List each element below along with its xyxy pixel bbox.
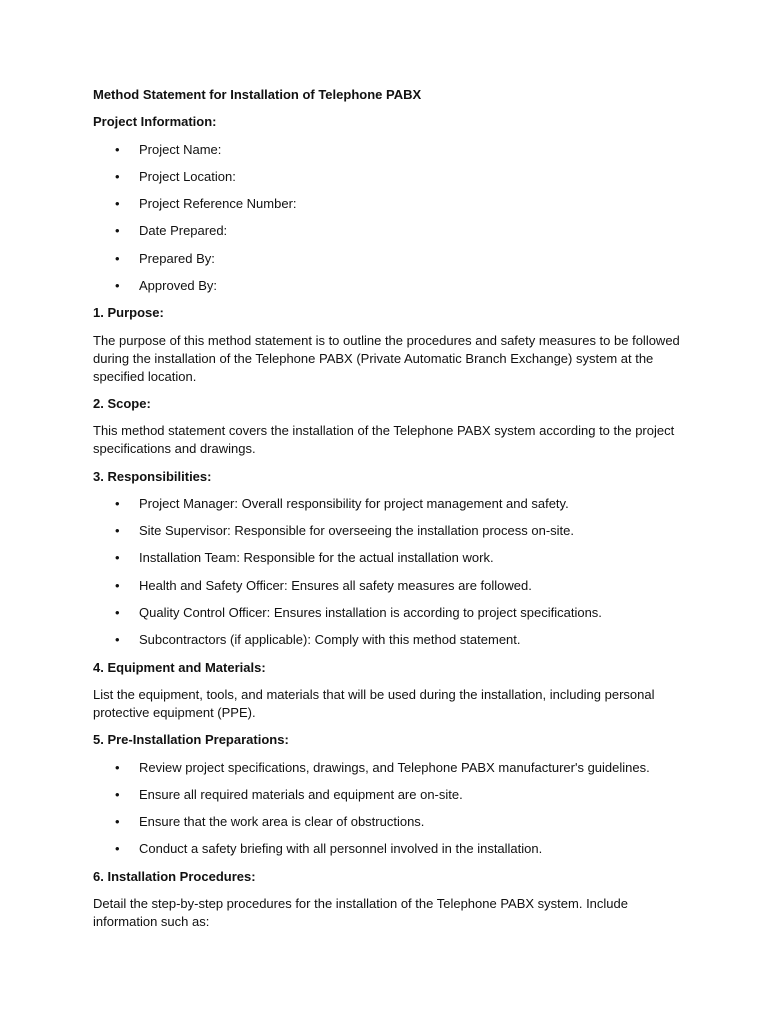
- list-item-text: Prepared By:: [139, 250, 215, 266]
- list-item: [93, 604, 683, 622]
- bullet-icon: •: [115, 223, 120, 239]
- equipment-heading: 4. Equipment and Materials:: [93, 659, 266, 675]
- bullet-icon: •: [115, 577, 120, 593]
- bullet-icon: •: [115, 196, 120, 212]
- bullet-icon: •: [115, 841, 120, 857]
- bullet-icon: •: [115, 278, 120, 294]
- bullet-icon: •: [115, 523, 120, 539]
- list-item-text: Date Prepared:: [139, 223, 228, 239]
- equipment-paragraph: List the equipment, tools, and materials that will be used during the installation, including personal protective equipment (PPE).: [93, 686, 655, 720]
- list-item: [93, 495, 683, 513]
- document-title: Method Statement for Installation of Telephone PABX: [93, 87, 422, 102]
- list-item: [93, 141, 683, 159]
- project-info-heading: Project Information:: [93, 114, 217, 130]
- bullet-icon: •: [115, 605, 120, 621]
- list-item: [93, 277, 683, 295]
- list-item: [93, 522, 683, 540]
- list-item-text: Project Location:: [139, 168, 236, 184]
- list-item: [93, 549, 683, 567]
- purpose-paragraph: The purpose of this method statement is to outline the procedures and safety measures to be followed during the installation of the Telephone PABX (Private Automatic Branch Exchange) system at the specified location.: [93, 332, 680, 384]
- list-item: [93, 168, 683, 186]
- scope-heading: 2. Scope:: [93, 395, 151, 411]
- list-item: [93, 786, 683, 804]
- list-item-text: Conduct a safety briefing with all personnel involved in the installation.: [139, 841, 543, 857]
- list-item-text: Installation Team: Responsible for the actual installation work.: [139, 550, 494, 566]
- document-page: [93, 86, 683, 940]
- list-item: [93, 631, 683, 649]
- list-item-text: Ensure that the work area is clear of obstructions.: [139, 814, 425, 830]
- preparations-heading: 5. Pre-Installation Preparations:: [93, 732, 289, 748]
- list-item: [93, 813, 683, 831]
- procedures-heading: 6. Installation Procedures:: [93, 868, 256, 884]
- list-item-text: Site Supervisor: Responsible for overseeing the installation process on-site.: [139, 523, 575, 539]
- list-item-text: Quality Control Officer: Ensures installation is according to project specifications.: [139, 605, 602, 621]
- list-item-text: Approved By:: [139, 278, 218, 294]
- purpose-heading: 1. Purpose:: [93, 305, 164, 321]
- bullet-icon: •: [115, 632, 120, 648]
- list-item-text: Project Name:: [139, 141, 222, 157]
- project-info-list: [93, 141, 683, 295]
- list-item-text: Subcontractors (if applicable): Comply with this method statement.: [139, 632, 521, 648]
- responsibilities-list: [93, 495, 683, 649]
- scope-paragraph: This method statement covers the installation of the Telephone PABX system according to the project specifications and drawings.: [93, 423, 675, 457]
- list-item-text: Ensure all required materials and equipment are on-site.: [139, 786, 463, 802]
- list-item: [93, 840, 683, 858]
- list-item-text: Project Manager: Overall responsibility for project management and safety.: [139, 495, 569, 511]
- list-item: [93, 250, 683, 268]
- preparations-list: [93, 759, 683, 859]
- bullet-icon: •: [115, 550, 120, 566]
- bullet-icon: •: [115, 141, 120, 157]
- bullet-icon: •: [115, 495, 120, 511]
- bullet-icon: •: [115, 814, 120, 830]
- bullet-icon: •: [115, 250, 120, 266]
- list-item: [93, 222, 683, 240]
- list-item: [93, 759, 683, 777]
- bullet-icon: •: [115, 168, 120, 184]
- bullet-icon: •: [115, 759, 120, 775]
- list-item: [93, 195, 683, 213]
- bullet-icon: •: [115, 786, 120, 802]
- procedures-paragraph: Detail the step-by-step procedures for the installation of the Telephone PABX system. Include information such as:: [93, 896, 628, 930]
- responsibilities-heading: 3. Responsibilities:: [93, 468, 212, 484]
- list-item-text: Review project specifications, drawings, and Telephone PABX manufacturer's guidelines.: [139, 759, 650, 775]
- list-item: [93, 577, 683, 595]
- list-item-text: Project Reference Number:: [139, 196, 297, 212]
- list-item-text: Health and Safety Officer: Ensures all safety measures are followed.: [139, 577, 532, 593]
